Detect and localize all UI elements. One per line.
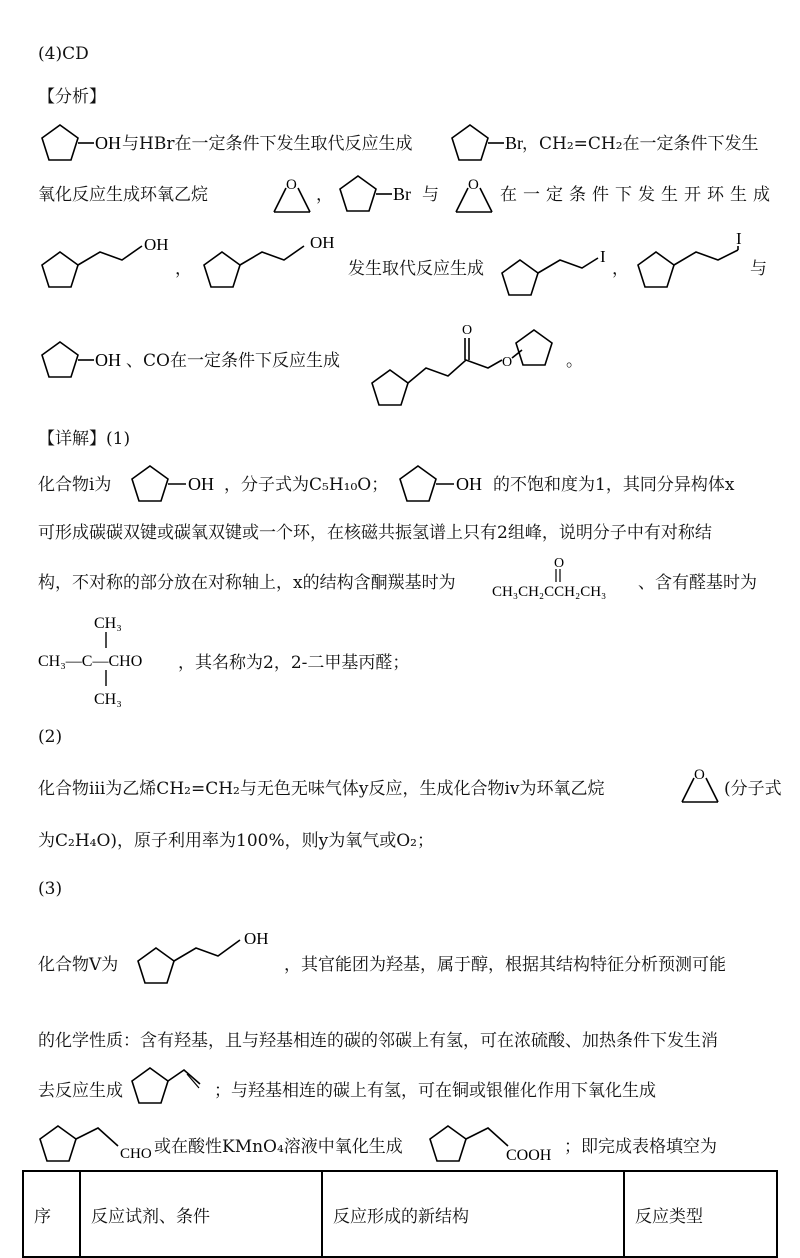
detail-heading: 【详解】(1) (38, 429, 131, 449)
svg-text:OH: OH (188, 474, 214, 494)
reaction-table (22, 1170, 778, 1258)
analysis-heading: 【分析】 (38, 87, 106, 107)
part3-heading: (3) (38, 879, 63, 899)
part3-text: 的化学性质：含有羟基，且与羟基相连的碳的邻碳上有氢，可在浓硫酸、加热条件下发生消 (38, 1031, 718, 1051)
svg-text:O: O (694, 767, 705, 783)
detail-text: 、含有醛基时为 (638, 573, 757, 593)
svg-text:O: O (468, 177, 479, 193)
analysis-text: 发生取代反应生成 (348, 259, 484, 279)
table-header-index: 序 (23, 1171, 80, 1257)
svg-text:O: O (286, 177, 297, 193)
detail-text: 构，不对称的部分放在对称轴上，x的结构含酮羰基时为 (38, 573, 456, 593)
part3-text: ；与羟基相连的碳上有氢，可在铜或银催化作用下氧化生成 (214, 1081, 656, 1101)
analysis-text: 与HBr在一定条件下发生取代反应生成 (122, 134, 413, 154)
analysis-text: 、CO在一定条件下反应生成 (126, 351, 340, 371)
svg-text:COOH: COOH (506, 1147, 552, 1164)
iodoethylcyclopentane-structure (634, 228, 754, 298)
cyclopentanol-structure (396, 462, 496, 508)
svg-text:CH₃—C—CHO: CH₃—C—CHO (38, 653, 143, 670)
table-header-type: 反应类型 (624, 1171, 777, 1257)
table-header-reagent: 反应试剂、条件 (80, 1171, 322, 1257)
cyclopentanol-structure (38, 121, 128, 167)
part3-text: 或在酸性KMnO₄溶液中氧化生成 (154, 1137, 403, 1157)
cyclopentanol-structure (38, 338, 128, 384)
cyclopentylethanol-structure (200, 228, 348, 298)
svg-text:O: O (502, 355, 513, 370)
epoxide-structure (268, 174, 318, 218)
part3-text: ，其官能团为羟基，属于醇，根据其结构特征分析预测可能 (284, 955, 726, 975)
ester-product-structure (368, 318, 568, 412)
part2-text: 化合物ⅲ为乙烯CH₂=CH₂与无色无味气体y反应，生成化合物ⅳ为环氧乙烷 (38, 779, 605, 799)
analysis-text: 。 (566, 351, 583, 371)
svg-text:CH₃CH₂CCH₂CH₃: CH₃CH₂CCH₂CH₃ (492, 584, 607, 600)
analysis-text: ， (612, 259, 629, 279)
part2-text: 为C₂H₄O)，原子利用率为100%，则y为氧气或O₂； (38, 831, 434, 851)
detail-text: 的不饱和度为1，其同分异构体x (493, 475, 735, 495)
analysis-text: ， (175, 259, 192, 279)
analysis-text: 在一定条件下发生开环生成 (500, 185, 776, 205)
analysis-text: 与 (422, 185, 439, 205)
svg-text:OH: OH (310, 233, 335, 252)
vinylcyclopentane-structure (128, 1062, 218, 1110)
part2-heading: (2) (38, 727, 63, 747)
svg-text:OH: OH (244, 929, 269, 948)
svg-text:OH: OH (456, 474, 482, 494)
cyclopentylethanol-structure (134, 924, 284, 994)
svg-text:OH: OH (95, 133, 121, 153)
detail-text: 化合物ⅰ为 (38, 475, 112, 495)
iodoethylcyclopentane-structure (498, 236, 616, 306)
part2-text: (分子式 (724, 779, 782, 799)
svg-text:Br: Br (393, 184, 411, 204)
detail-text: ，分子式为C₅H₁₀O； (224, 475, 389, 495)
svg-text:OH: OH (95, 350, 121, 370)
epoxide-structure (676, 764, 726, 808)
analysis-text: 氧化反应生成环氧乙烷 (38, 185, 208, 205)
cyclopentanol-structure (128, 462, 228, 508)
epoxide-structure (450, 174, 500, 218)
part3-text: 去反应生成 (38, 1081, 123, 1101)
svg-text:O: O (462, 323, 473, 338)
part3-text: ；即完成表格填空为 (564, 1137, 717, 1157)
part3-text: 化合物Ⅴ为 (38, 955, 119, 975)
table-header-structure: 反应形成的新结构 (322, 1171, 624, 1257)
cyclopentylacetaldehyde-structure (36, 1122, 166, 1172)
detail-text: ，其名称为2，2-二甲基丙醛； (178, 653, 410, 673)
pentanone-structure (490, 552, 640, 600)
analysis-text: ， (316, 185, 333, 205)
table-header-row (23, 1171, 777, 1257)
detail-text: 可形成碳碳双键或碳氧双键或一个环，在核磁共振氢谱上只有2组峰，说明分子中有对称结 (38, 523, 712, 543)
cyclopentylacetic-acid-structure (426, 1122, 572, 1172)
svg-text:I: I (600, 247, 606, 266)
cyclopentylethanol-structure (38, 228, 178, 298)
svg-text:CH₃: CH₃ (94, 615, 122, 632)
svg-text:I: I (736, 229, 742, 248)
answer-line: (4)CD (38, 44, 89, 64)
analysis-text: ，CH₂=CH₂在一定条件下发生 (522, 134, 759, 154)
svg-text:OH: OH (144, 235, 169, 254)
analysis-text: 与 (750, 259, 767, 279)
svg-text:CH₃: CH₃ (94, 691, 122, 708)
svg-text:O: O (554, 556, 565, 571)
bromocyclopentane-structure (336, 172, 426, 218)
svg-text:CHO: CHO (120, 1146, 152, 1162)
svg-text:Br: Br (505, 133, 523, 153)
dimethylpropanal-structure (36, 608, 186, 718)
